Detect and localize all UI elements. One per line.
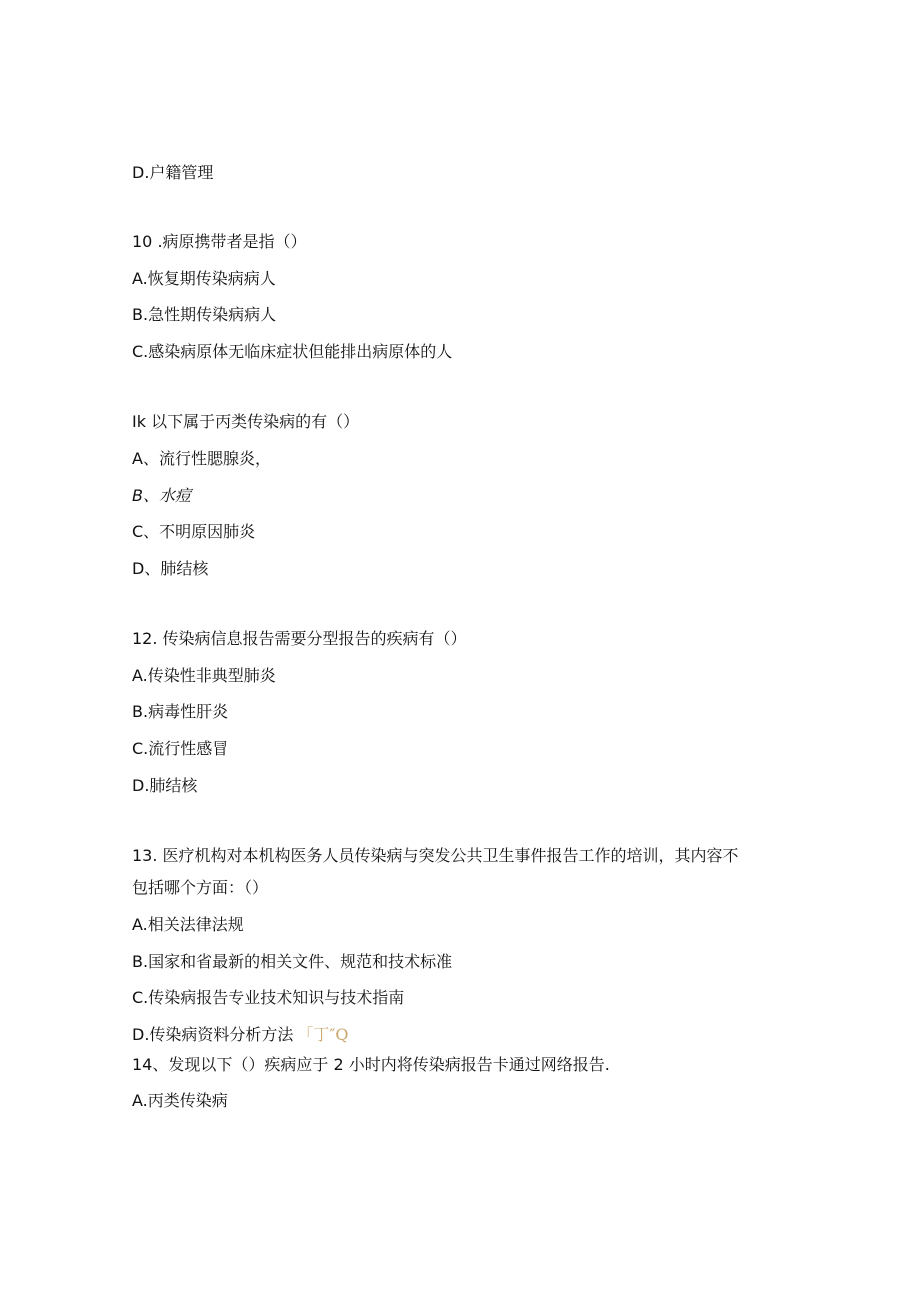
option-d-q12: D.肺结核 bbox=[132, 776, 198, 795]
option-b-q10: B.急性期传染病病人 bbox=[132, 305, 277, 324]
option-d-q11: D、肺结核 bbox=[132, 559, 209, 578]
option-c-q12: C.流行性感冒 bbox=[132, 739, 229, 758]
option-a-q13: A.相关法律法规 bbox=[132, 915, 244, 934]
question-14: 14、发现以下（）疾病应于 2 小时内将传染病报告卡通过网络报告. bbox=[132, 1055, 610, 1074]
question-11: Ik 以下属于丙类传染病的有（） bbox=[132, 412, 360, 431]
question-13-line-2: 包括哪个方面：（） bbox=[132, 878, 269, 897]
option-b-q13: B.国家和省最新的相关文件、规范和技术标准 bbox=[132, 952, 453, 971]
option-b-q12: B.病毒性肝炎 bbox=[132, 702, 229, 721]
stray-mark: 「丁″Q bbox=[297, 1025, 349, 1044]
question-12: 12. 传染病信息报告需要分型报告的疾病有（） bbox=[132, 629, 467, 648]
option-d-q13-text: D.传染病资料分析方法 bbox=[132, 1025, 294, 1044]
option-d-q13 bbox=[132, 1025, 349, 1045]
option-d-q9: D.户籍管理 bbox=[132, 163, 214, 182]
option-c-q11: C、不明原因肺炎 bbox=[132, 522, 256, 541]
option-a-q10: A.恢复期传染病病人 bbox=[132, 269, 276, 288]
question-13-line-1: 13. 医疗机构对本机构医务人员传染病与突发公共卫生事件报告工作的培训，其内容不 bbox=[132, 846, 739, 865]
option-c-q13: C.传染病报告专业技术知识与技术指南 bbox=[132, 988, 405, 1007]
option-a-q12: A.传染性非典型肺炎 bbox=[132, 666, 276, 685]
option-a-q14: A.丙类传染病 bbox=[132, 1091, 228, 1110]
option-a-q11: A、流行性腮腺炎， bbox=[132, 449, 271, 468]
option-b-q11: B、水痘 bbox=[132, 486, 191, 505]
option-c-q10: C.感染病原体无临床症状但能排出病原体的人 bbox=[132, 342, 453, 361]
question-10: 10 .病原携带者是指（） bbox=[132, 232, 307, 251]
